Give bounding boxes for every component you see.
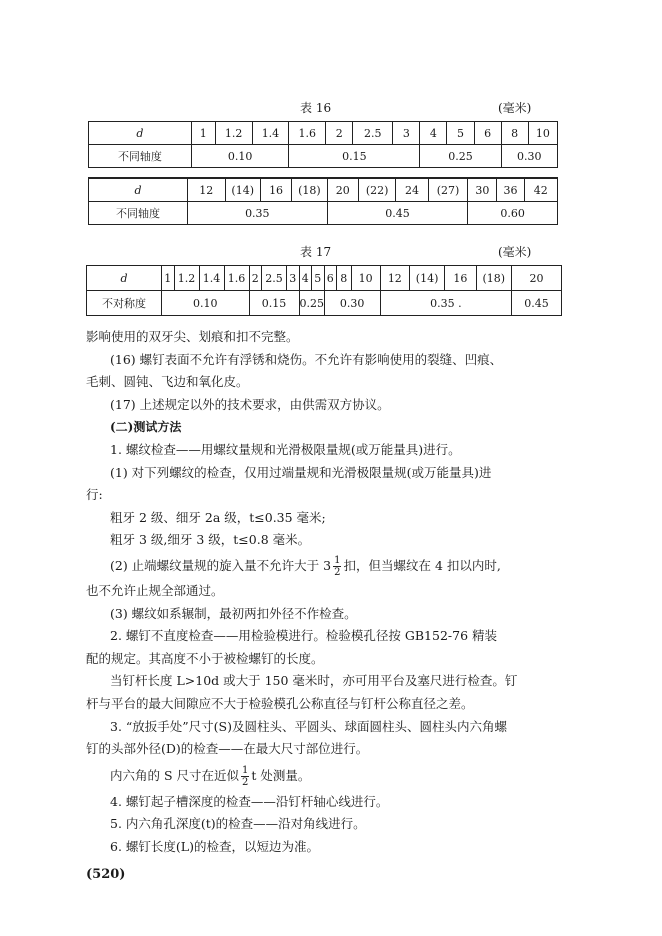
text-line: 配的规定。其高度不小于被检螺钉的长度。 bbox=[86, 650, 324, 666]
table16-caption: 表 16 bbox=[300, 101, 332, 115]
cell: 8 bbox=[337, 266, 352, 291]
text-line: 粗牙 3 级,细牙 3 级，t≤0.8 毫米。 bbox=[110, 532, 311, 548]
cell: 5 bbox=[312, 266, 325, 291]
text-segment: (2) 止端螺纹量规的旋入量不允许大于 3 bbox=[110, 557, 332, 573]
cell: 0.15 bbox=[289, 145, 420, 168]
table16-row-val2 bbox=[89, 202, 558, 225]
text-segment: t 处测量。 bbox=[251, 767, 311, 783]
cell: 24 bbox=[396, 178, 428, 202]
cell: 2 bbox=[249, 266, 262, 291]
cell-d-label: d bbox=[89, 178, 188, 202]
text-segment: 扣，但当螺纹在 4 扣以内时, bbox=[343, 557, 501, 573]
cell: 1.4 bbox=[252, 122, 289, 145]
cell: 3 bbox=[287, 266, 300, 291]
cell: (14) bbox=[409, 266, 444, 291]
fraction-numerator: 1 bbox=[242, 764, 249, 776]
cell: 16 bbox=[445, 266, 476, 291]
cell: 36 bbox=[497, 178, 524, 202]
table17-row-val bbox=[87, 291, 562, 316]
table16-row-val1 bbox=[89, 145, 558, 168]
text-line-fraction bbox=[86, 552, 576, 580]
cell: 8 bbox=[501, 122, 528, 145]
cell: 2.5 bbox=[353, 122, 393, 145]
cell: (22) bbox=[358, 178, 396, 202]
table16-row-d2 bbox=[89, 178, 558, 202]
text-line-fraction bbox=[86, 761, 576, 791]
text-line: 影响使用的双牙尖、划痕和扣不完整。 bbox=[86, 329, 299, 344]
table16 bbox=[88, 121, 558, 168]
cell: 2.5 bbox=[262, 266, 287, 291]
fraction-denominator: 2 bbox=[242, 776, 249, 788]
text-line: 3. “放扳手处”尺寸(S)及圆柱头、平圆头、球面圆柱头、圆柱头内六角螺 bbox=[110, 718, 507, 734]
cell-row-label: 不同轴度 bbox=[89, 202, 188, 225]
text-line: 2. 螺钉不直度检查——用检验模进行。检验模孔径按 GB152-76 精装 bbox=[110, 628, 498, 644]
cell: 4 bbox=[420, 122, 447, 145]
cell: (14) bbox=[225, 178, 260, 202]
cell: 20 bbox=[511, 266, 561, 291]
table16-part2 bbox=[88, 177, 558, 225]
cell: 1.4 bbox=[199, 266, 224, 291]
fraction-numerator: 1 bbox=[334, 554, 341, 566]
cell: 3 bbox=[393, 122, 420, 145]
cell: 42 bbox=[524, 178, 557, 202]
cell: 4 bbox=[299, 266, 312, 291]
text-line: 1. 螺纹检查——用螺纹量规和光滑极限量规(或万能量具)进行。 bbox=[110, 441, 461, 457]
cell: 5 bbox=[447, 122, 474, 145]
cell: 1.2 bbox=[215, 122, 252, 145]
cell: 12 bbox=[188, 178, 226, 202]
cell: 0.10 bbox=[162, 291, 250, 316]
cell-d-label: d bbox=[87, 266, 162, 291]
cell: 0.60 bbox=[468, 202, 558, 225]
section-heading: (二)测试方法 bbox=[110, 420, 182, 435]
cell-row-label: 不同轴度 bbox=[89, 145, 192, 168]
text-line: (1) 对下列螺纹的检查，仅用过端量规和光滑极限量规(或万能量具)进 bbox=[110, 464, 492, 480]
cell: 0.25 bbox=[420, 145, 501, 168]
table17-caption: 表 17 bbox=[300, 245, 332, 259]
cell: 16 bbox=[260, 178, 291, 202]
cell: (18) bbox=[292, 178, 327, 202]
body-text bbox=[86, 326, 576, 858]
text-line: (17) 上述规定以外的技术要求，由供需双方协议。 bbox=[110, 396, 390, 412]
text-segment: 内六角的 S 尺寸在近似 bbox=[110, 767, 240, 783]
fraction bbox=[333, 555, 341, 578]
cell: 1 bbox=[162, 266, 175, 291]
cell: 0.35 bbox=[188, 202, 328, 225]
cell: 1 bbox=[191, 122, 215, 145]
text-line: 也不允许止规全部通过。 bbox=[86, 582, 224, 598]
text-line: 毛刺、圆钝、飞边和氧化皮。 bbox=[86, 374, 249, 390]
text-line: 粗牙 2 级、细牙 2a 级，t≤0.35 毫米; bbox=[110, 509, 326, 525]
table16-row-d1 bbox=[89, 122, 558, 145]
cell: 6 bbox=[474, 122, 501, 145]
cell: 30 bbox=[468, 178, 497, 202]
cell: 0.35 . bbox=[380, 291, 511, 316]
text-line: 5. 内六角孔深度(t)的检查——沿对角线进行。 bbox=[110, 816, 366, 832]
cell: 0.15 bbox=[249, 291, 299, 316]
fraction-denominator: 2 bbox=[334, 566, 341, 578]
cell-row-label: 不对称度 bbox=[87, 291, 162, 316]
text-line: 杆与平台的最大间隙应不大于检验模孔公称直径与钉杆公称直径之差。 bbox=[86, 695, 474, 711]
cell: 6 bbox=[324, 266, 337, 291]
table16-unit: (毫米) bbox=[498, 101, 532, 115]
cell: 0.30 bbox=[501, 145, 557, 168]
text-line: 行: bbox=[86, 487, 103, 503]
table17 bbox=[86, 265, 562, 316]
cell: 1.6 bbox=[224, 266, 249, 291]
text-line: (16) 螺钉表面不允许有浮锈和烧伤。不允许有影响使用的裂缝、凹痕、 bbox=[110, 351, 503, 367]
text-line: (3) 螺纹如系辗制，最初两扣外径不作检查。 bbox=[110, 605, 357, 621]
text-line: 钉的头部外径(D)的检查——在最大尺寸部位进行。 bbox=[86, 741, 369, 757]
cell: 0.25 bbox=[299, 291, 324, 316]
cell: 0.30 bbox=[324, 291, 380, 316]
page-number: (520) bbox=[86, 867, 126, 882]
cell: 0.10 bbox=[191, 145, 288, 168]
table17-unit: (毫米) bbox=[498, 245, 532, 259]
text-line: 4. 螺钉起子槽深度的检查——沿钉杆轴心线进行。 bbox=[110, 793, 389, 809]
cell: (18) bbox=[476, 266, 511, 291]
cell: 0.45 bbox=[327, 202, 468, 225]
cell: 12 bbox=[380, 266, 409, 291]
cell: 20 bbox=[327, 178, 358, 202]
fraction bbox=[241, 765, 249, 788]
text-line: 当钉杆长度 L>10d 或大于 150 毫米时，亦可用平台及塞尺进行检查。钉 bbox=[110, 673, 518, 689]
cell: 1.6 bbox=[289, 122, 326, 145]
text-line: 6. 螺钉长度(L)的检查，以短边为准。 bbox=[110, 838, 319, 854]
cell: 10 bbox=[528, 122, 557, 145]
cell: 10 bbox=[351, 266, 380, 291]
cell-d-label: d bbox=[89, 122, 192, 145]
cell: 2 bbox=[326, 122, 353, 145]
table17-row-d bbox=[87, 266, 562, 291]
cell: 1.2 bbox=[174, 266, 199, 291]
cell: 0.45 bbox=[511, 291, 561, 316]
cell: (27) bbox=[428, 178, 468, 202]
